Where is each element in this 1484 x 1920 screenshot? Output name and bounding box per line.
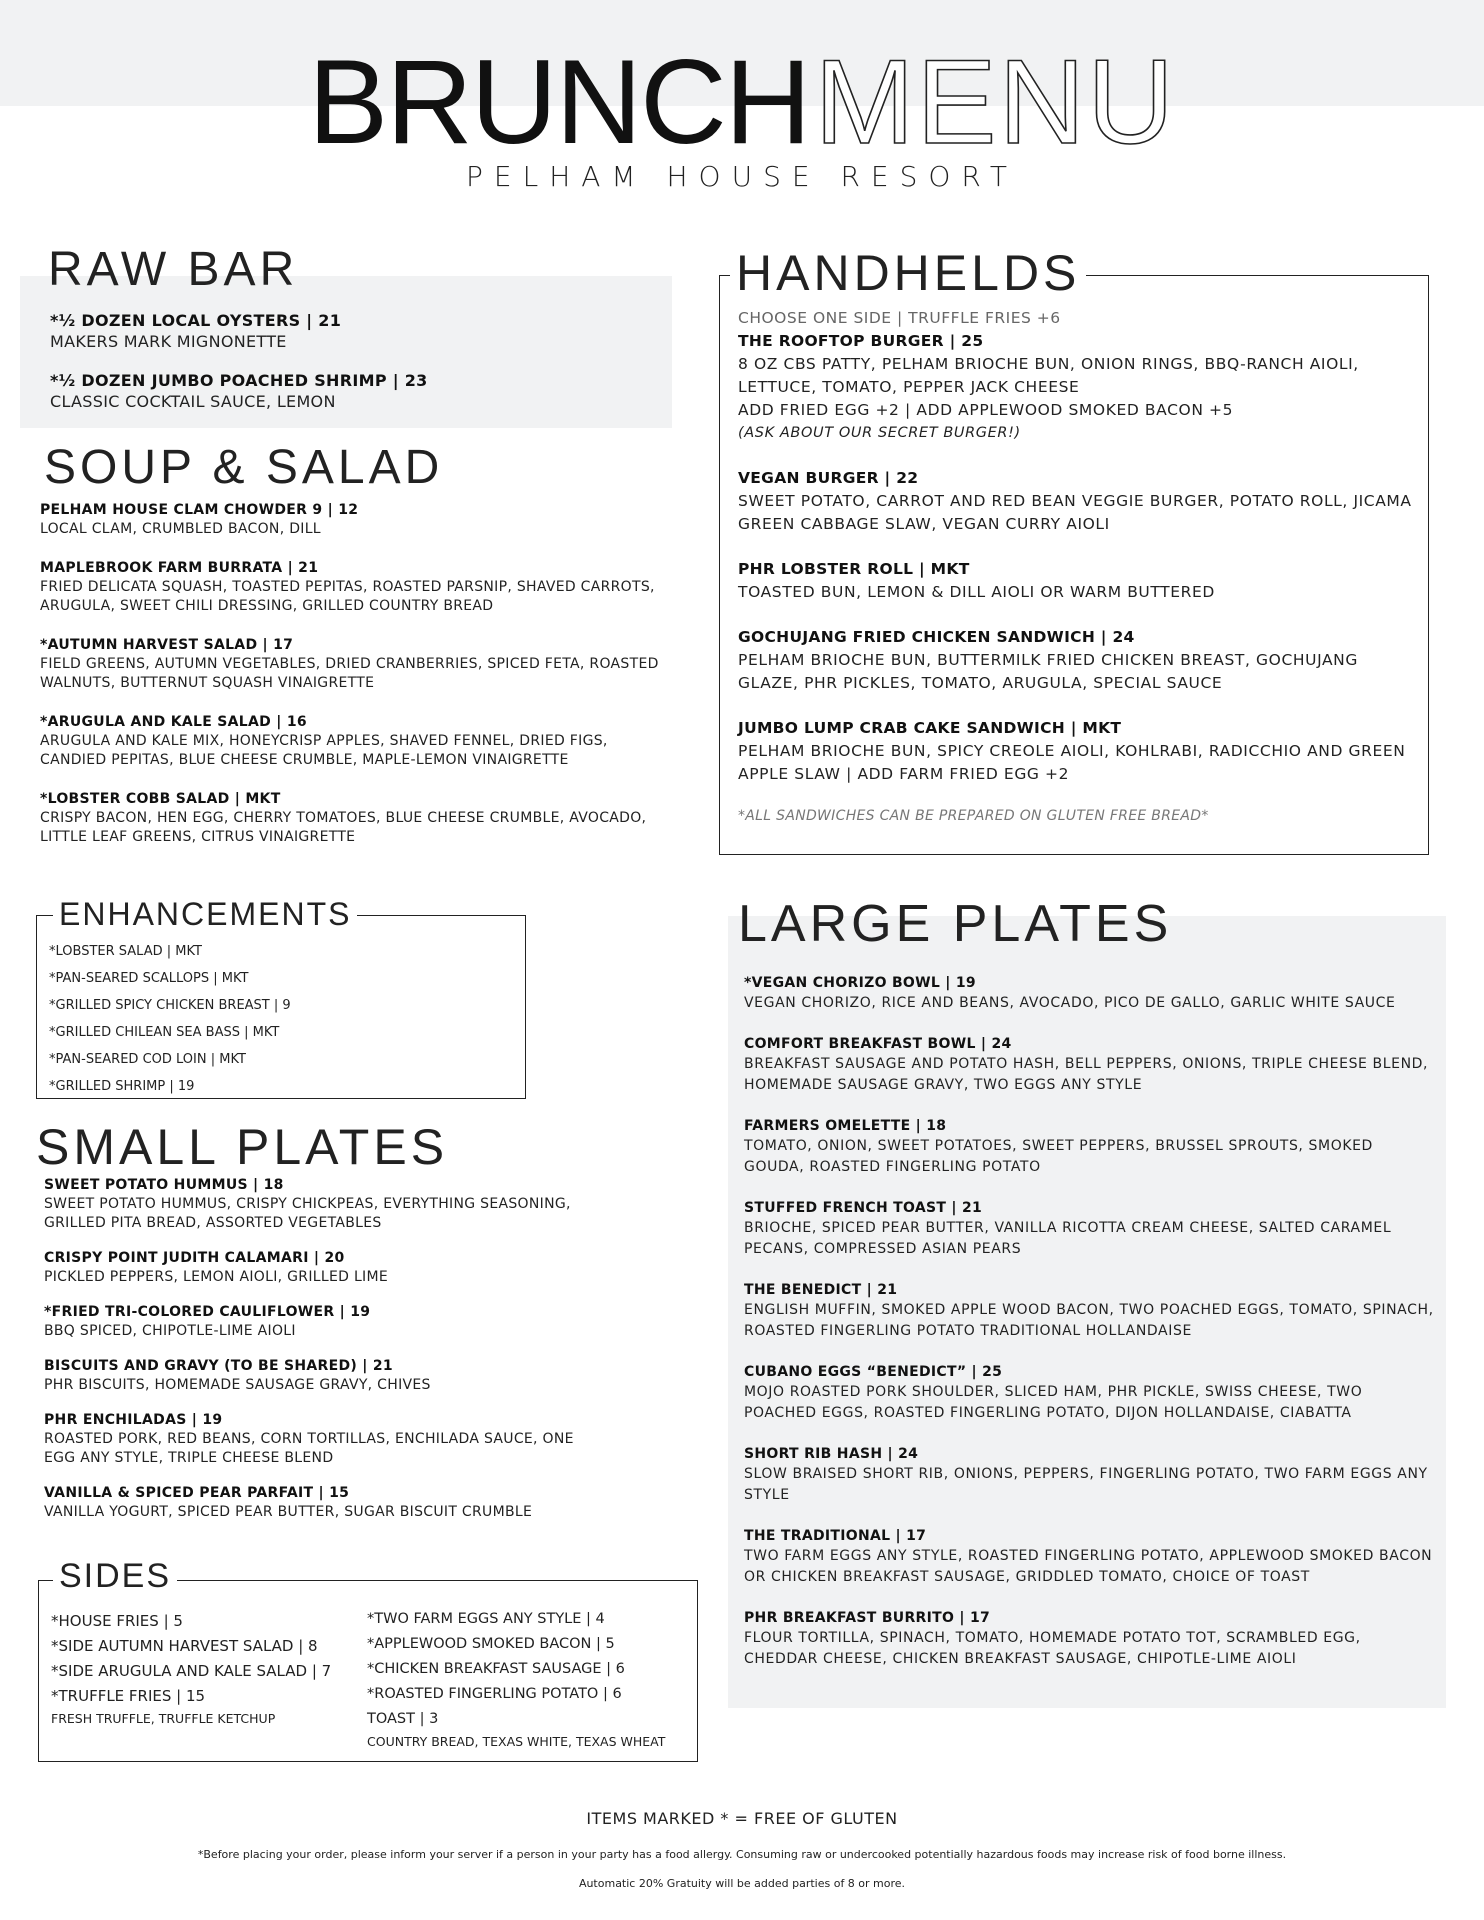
side-item: *APPLEWOOD SMOKED BACON | 5 xyxy=(367,1636,615,1652)
menu-item xyxy=(744,1526,1434,1588)
item-name: *FRIED TRI-COLORED CAULIFLOWER | 19 xyxy=(44,1304,371,1320)
item-desc: 8 OZ CBS PATTY, PELHAM BRIOCHE BUN, ONION RINGS, BBQ-RANCH AIOLI, LETTUCE, TOMATO, PEPPER JACK CHEESE xyxy=(738,355,1359,396)
item-desc: PICKLED PEPPERS, LEMON AIOLI, GRILLED LIME xyxy=(44,1269,388,1285)
sides-title: SIDES xyxy=(53,1559,177,1593)
enhancements-title: ENHANCEMENTS xyxy=(53,898,357,930)
enhancement-item: *PAN-SEARED COD LOIN | MKT xyxy=(49,1052,246,1067)
menu-item xyxy=(744,1362,1434,1424)
item-desc: SWEET POTATO, CARROT AND RED BEAN VEGGIE BURGER, POTATO ROLL, JICAMA GREEN CABBAGE SLAW, VEGAN CURRY AIOLI xyxy=(738,492,1412,533)
menu-item xyxy=(40,501,660,539)
enhancement-item: *GRILLED SPICY CHICKEN BREAST | 9 xyxy=(49,998,291,1013)
sides-right-list xyxy=(367,1607,665,1751)
item-name: PELHAM HOUSE CLAM CHOWDER 9 | 12 xyxy=(40,502,359,518)
small-plates-title: SMALL PLATES xyxy=(36,1119,449,1175)
large-plates-title: LARGE PLATES xyxy=(738,895,1173,953)
side-item: *SIDE ARUGULA AND KALE SALAD | 7 xyxy=(51,1662,332,1680)
side-item: *ROASTED FINGERLING POTATO | 6 xyxy=(367,1686,622,1702)
gratuity-note: Automatic 20% Gratuity will be added parties of 8 or more. xyxy=(578,1877,906,1890)
item-name: JUMBO LUMP CRAB CAKE SANDWICH | MKT xyxy=(738,719,1122,737)
item-name: COMFORT BREAKFAST BOWL | 24 xyxy=(744,1036,1012,1052)
small-plates-list xyxy=(44,1176,604,1538)
enhancement-item: *LOBSTER SALAD | MKT xyxy=(49,944,202,959)
item-name: PHR BREAKFAST BURRITO | 17 xyxy=(744,1610,991,1626)
gluten-free-bread-note: *ALL SANDWICHES CAN BE PREPARED ON GLUTEN FREE BREAD* xyxy=(738,808,1209,824)
menu-item xyxy=(40,790,660,847)
item-name: SHORT RIB HASH | 24 xyxy=(744,1446,919,1462)
item-desc: MAKERS MARK MIGNONETTE xyxy=(50,332,287,351)
side-item: *SIDE AUTUMN HARVEST SALAD | 8 xyxy=(51,1637,318,1655)
side-item: TOAST | 3 xyxy=(367,1711,439,1727)
item-desc: FIELD GREENS, AUTUMN VEGETABLES, DRIED CRANBERRIES, SPICED FETA, ROASTED WALNUTS, BUTTERNUT SQUASH VINAIGRETTE xyxy=(40,656,659,691)
item-desc: BREAKFAST SAUSAGE AND POTATO HASH, BELL PEPPERS, ONIONS, TRIPLE CHEESE BLEND, HOMEMADE SAUSAGE GRAVY, TWO EGGS ANY STYLE xyxy=(744,1056,1429,1093)
menu-item xyxy=(44,1484,604,1522)
menu-item xyxy=(44,1411,604,1468)
item-name: BISCUITS AND GRAVY (TO BE SHARED) | 21 xyxy=(44,1358,393,1374)
handhelds-title: HANDHELDS xyxy=(730,248,1086,298)
menu-item xyxy=(40,713,660,770)
enhancement-item: *PAN-SEARED SCALLOPS | MKT xyxy=(49,971,249,986)
title-brunch: BRUNCH xyxy=(308,35,810,169)
side-item: *TRUFFLE FRIES | 15 xyxy=(51,1687,206,1705)
menu-item xyxy=(44,1303,604,1341)
menu-item xyxy=(744,1034,1434,1096)
item-desc: SLOW BRAISED SHORT RIB, ONIONS, PEPPERS, FINGERLING POTATO, TWO FARM EGGS ANY STYLE xyxy=(744,1466,1428,1503)
side-item: *HOUSE FRIES | 5 xyxy=(51,1612,183,1630)
handhelds-list xyxy=(738,307,1418,824)
menu-item xyxy=(744,1116,1434,1178)
item-desc: TOMATO, ONION, SWEET POTATOES, SWEET PEPPERS, BRUSSEL SPROUTS, SMOKED GOUDA, ROASTED FINGERLING POTATO xyxy=(744,1138,1373,1175)
raw-bar-item xyxy=(50,310,660,352)
title-menu: MENU xyxy=(814,35,1176,169)
item-desc: LOCAL CLAM, CRUMBLED BACON, DILL xyxy=(40,521,321,537)
item-name: *VEGAN CHORIZO BOWL | 19 xyxy=(744,975,976,991)
item-desc: TWO FARM EGGS ANY STYLE, ROASTED FINGERLING POTATO, APPLEWOOD SMOKED BACON OR CHICKEN BREAKFAST SAUSAGE, GRIDDLED TOMATO, CHOICE OF TOAST xyxy=(744,1548,1433,1585)
restaurant-name: PELHAM HOUSE RESORT xyxy=(466,160,1018,193)
item-desc: SWEET POTATO HUMMUS, CRISPY CHICKPEAS, EVERYTHING SEASONING, GRILLED PITA BREAD, ASSORTED VEGETABLES xyxy=(44,1196,571,1231)
raw-bar-title: RAW BAR xyxy=(48,243,299,296)
item-name: FARMERS OMELETTE | 18 xyxy=(744,1118,947,1134)
item-desc: MOJO ROASTED PORK SHOULDER, SLICED HAM, PHR PICKLE, SWISS CHEESE, TWO POACHED EGGS, ROASTED FINGERLING POTATO, DIJON HOLLANDAISE, CIABATTA xyxy=(744,1384,1363,1421)
gluten-legend: ITEMS MARKED * = FREE OF GLUTEN xyxy=(586,1809,898,1828)
item-name: VANILLA & SPICED PEAR PARFAIT | 15 xyxy=(44,1485,350,1501)
item-desc: PELHAM BRIOCHE BUN, SPICY CREOLE AIOLI, KOHLRABI, RADICCHIO AND GREEN APPLE SLAW | ADD FARM FRIED EGG +2 xyxy=(738,742,1406,783)
soup-salad-title: SOUP & SALAD xyxy=(44,441,444,494)
item-name: THE BENEDICT | 21 xyxy=(744,1282,898,1298)
soup-salad-list xyxy=(40,501,660,867)
enhancement-item: *GRILLED CHILEAN SEA BASS | MKT xyxy=(49,1025,280,1040)
item-name: THE ROOFTOP BURGER | 25 xyxy=(738,332,984,350)
sides-left-list xyxy=(51,1609,331,1728)
side-item: *CHICKEN BREAKFAST SAUSAGE | 6 xyxy=(367,1661,625,1677)
item-name: CUBANO EGGS “BENEDICT” | 25 xyxy=(744,1364,1003,1380)
menu-item xyxy=(744,1444,1434,1506)
secret-burger-note: (ASK ABOUT OUR SECRET BURGER!) xyxy=(738,425,1021,441)
menu-item xyxy=(744,1198,1434,1260)
item-desc: FRIED DELICATA SQUASH, TOASTED PEPITAS, ROASTED PARSNIP, SHAVED CARROTS, ARUGULA, SWEET CHILI DRESSING, GRILLED COUNTRY BREAD xyxy=(40,579,655,614)
menu-item xyxy=(738,558,1418,604)
raw-bar-list xyxy=(50,310,660,412)
menu-item xyxy=(738,717,1418,786)
menu-item xyxy=(40,559,660,616)
menu-item xyxy=(44,1176,604,1233)
item-desc: PHR BISCUITS, HOMEMADE SAUSAGE GRAVY, CHIVES xyxy=(44,1377,431,1393)
item-name: *AUTUMN HARVEST SALAD | 17 xyxy=(40,637,294,653)
enhancements-section xyxy=(36,896,526,1099)
menu-title xyxy=(0,35,1484,169)
item-name: *LOBSTER COBB SALAD | MKT xyxy=(40,791,281,807)
item-desc: FLOUR TORTILLA, SPINACH, TOMATO, HOMEMADE POTATO TOT, SCRAMBLED EGG, CHEDDAR CHEESE, CHICKEN BREAKFAST SAUSAGE, CHIPOTLE-LIME AIOLI xyxy=(744,1630,1361,1667)
item-name: THE TRADITIONAL | 17 xyxy=(744,1528,927,1544)
side-note: COUNTRY BREAD, TEXAS WHITE, TEXAS WHEAT xyxy=(367,1734,666,1749)
item-desc: PELHAM BRIOCHE BUN, BUTTERMILK FRIED CHICKEN BREAST, GOCHUJANG GLAZE, PHR PICKLES, TOMATO, ARUGULA, SPECIAL SAUCE xyxy=(738,651,1358,692)
item-name: *½ DOZEN LOCAL OYSTERS | 21 xyxy=(50,311,342,330)
item-desc: BRIOCHE, SPICED PEAR BUTTER, VANILLA RICOTTA CREAM CHEESE, SALTED CARAMEL PECANS, COMPRESSED ASIAN PEARS xyxy=(744,1220,1392,1257)
side-note: FRESH TRUFFLE, TRUFFLE KETCHUP xyxy=(51,1711,276,1726)
menu-item xyxy=(738,626,1418,695)
handhelds-intro: CHOOSE ONE SIDE | TRUFFLE FRIES +6 xyxy=(738,309,1061,327)
enhancements-list xyxy=(49,938,291,1100)
allergy-disclaimer: *Before placing your order, please inform your server if a person in your party has a food allergy. Consuming raw or undercooked potentially hazardous foods may increase risk of food borne illness. xyxy=(197,1848,1287,1861)
item-desc: VEGAN CHORIZO, RICE AND BEANS, AVOCADO, PICO DE GALLO, GARLIC WHITE SAUCE xyxy=(744,995,1396,1011)
menu-item xyxy=(44,1357,604,1395)
item-name: VEGAN BURGER | 22 xyxy=(738,469,919,487)
menu-item xyxy=(744,1280,1434,1342)
menu-item xyxy=(744,973,1434,1014)
item-desc: ARUGULA AND KALE MIX, HONEYCRISP APPLES, SHAVED FENNEL, DRIED FIGS, CANDIED PEPITAS, BLUE CHEESE CRUMBLE, MAPLE-LEMON VINAIGRETTE xyxy=(40,733,608,768)
menu-item xyxy=(738,330,1418,445)
item-name: GOCHUJANG FRIED CHICKEN SANDWICH | 24 xyxy=(738,628,1135,646)
menu-item xyxy=(744,1608,1434,1670)
item-name: STUFFED FRENCH TOAST | 21 xyxy=(744,1200,983,1216)
handhelds-section xyxy=(719,245,1429,855)
menu-item xyxy=(738,467,1418,536)
item-desc: CLASSIC COCKTAIL SAUCE, LEMON xyxy=(50,392,336,411)
enhancement-item: *GRILLED SHRIMP | 19 xyxy=(49,1079,195,1094)
item-name: *ARUGULA AND KALE SALAD | 16 xyxy=(40,714,307,730)
sides-section xyxy=(38,1557,698,1762)
item-desc: ENGLISH MUFFIN, SMOKED APPLE WOOD BACON, TWO POACHED EGGS, TOMATO, SPINACH, ROASTED FINGERLING POTATO TRADITIONAL HOLLANDAISE xyxy=(744,1302,1434,1339)
item-desc: ROASTED PORK, RED BEANS, CORN TORTILLAS, ENCHILADA SAUCE, ONE EGG ANY STYLE, TRIPLE CHEESE BLEND xyxy=(44,1431,574,1466)
item-name: *½ DOZEN JUMBO POACHED SHRIMP | 23 xyxy=(50,371,428,390)
item-name: SWEET POTATO HUMMUS | 18 xyxy=(44,1177,284,1193)
item-desc: VANILLA YOGURT, SPICED PEAR BUTTER, SUGAR BISCUIT CRUMBLE xyxy=(44,1504,533,1520)
large-plates-list xyxy=(744,973,1434,1690)
item-name: MAPLEBROOK FARM BURRATA | 21 xyxy=(40,560,319,576)
item-desc: BBQ SPICED, CHIPOTLE-LIME AIOLI xyxy=(44,1323,296,1339)
raw-bar-item xyxy=(50,370,660,412)
side-item: *TWO FARM EGGS ANY STYLE | 4 xyxy=(367,1611,605,1627)
item-desc: CRISPY BACON, HEN EGG, CHERRY TOMATOES, BLUE CHEESE CRUMBLE, AVOCADO, LITTLE LEAF GREENS, CITRUS VINAIGRETTE xyxy=(40,810,647,845)
item-name: PHR ENCHILADAS | 19 xyxy=(44,1412,223,1428)
item-name: CRISPY POINT JUDITH CALAMARI | 20 xyxy=(44,1250,345,1266)
menu-item xyxy=(40,636,660,693)
menu-item xyxy=(44,1249,604,1287)
item-addons: ADD FRIED EGG +2 | ADD APPLEWOOD SMOKED BACON +5 xyxy=(738,401,1234,419)
item-desc: TOASTED BUN, LEMON & DILL AIOLI OR WARM BUTTERED xyxy=(738,583,1215,601)
item-name: PHR LOBSTER ROLL | MKT xyxy=(738,560,970,578)
